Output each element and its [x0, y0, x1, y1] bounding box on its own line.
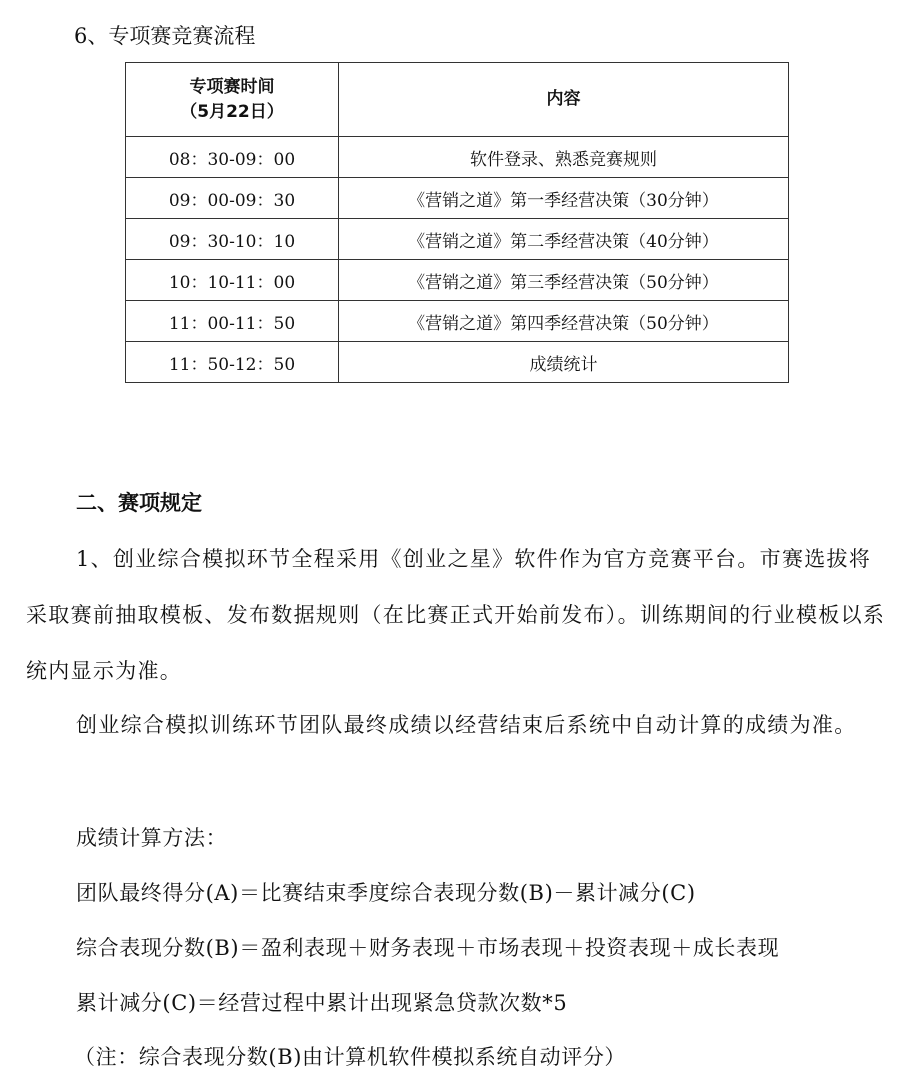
header-time: [126, 63, 339, 137]
table-row: [126, 178, 789, 219]
formula-b: 综合表现分数(B)＝盈利表现＋财务表现＋市场表现＋投资表现＋成长表现: [76, 936, 780, 960]
row-content: 软件登录、熟悉竞赛规则: [339, 137, 789, 178]
table-row: [126, 342, 789, 383]
row-time: 09：00-09：30: [126, 178, 339, 219]
row-content: 《营销之道》第二季经营决策（40分钟）: [339, 219, 789, 260]
section-6-heading: 6、专项赛竞赛流程: [74, 24, 256, 48]
row-time: 11：00-11：50: [126, 301, 339, 342]
header-time-line2: （5月22日）: [180, 101, 284, 122]
row-content: 《营销之道》第一季经营决策（30分钟）: [339, 178, 789, 219]
header-content: 内容: [339, 63, 789, 137]
table-row: [126, 260, 789, 301]
note: （注：综合表现分数(B)由计算机软件模拟系统自动评分）: [74, 1045, 627, 1069]
header-time-line1: 专项赛时间: [189, 76, 275, 97]
table-row: [126, 219, 789, 260]
paragraph-platform: 1、创业综合模拟环节全程采用《创业之星》软件作为官方竞赛平台。市赛选拔将采取赛前抽取模板、发布数据规则（在比赛正式开始前发布）。训练期间的行业模板以系统内显示为准。: [26, 547, 886, 683]
paragraph-final-score: 创业综合模拟训练环节团队最终成绩以经营结束后系统中自动计算的成绩为准。: [76, 713, 857, 737]
row-content: 《营销之道》第四季经营决策（50分钟）: [339, 301, 789, 342]
table-row: [126, 301, 789, 342]
formula-a: 团队最终得分(A)＝比赛结束季度综合表现分数(B)－累计减分(C): [76, 881, 696, 905]
section-2-heading: 二、赛项规定: [76, 491, 202, 515]
row-time: 11：50-12：50: [126, 342, 339, 383]
table-header-row: [126, 63, 789, 137]
row-time: 09：30-10：10: [126, 219, 339, 260]
row-content: 成绩统计: [339, 342, 789, 383]
formula-c: 累计减分(C)＝经营过程中累计出现紧急贷款次数*5: [76, 991, 568, 1015]
method-label: 成绩计算方法：: [76, 826, 228, 850]
row-content: 《营销之道》第三季经营决策（50分钟）: [339, 260, 789, 301]
schedule-table: [125, 62, 789, 383]
row-time: 08：30-09：00: [126, 137, 339, 178]
row-time: 10：10-11：00: [126, 260, 339, 301]
table-row: [126, 137, 789, 178]
